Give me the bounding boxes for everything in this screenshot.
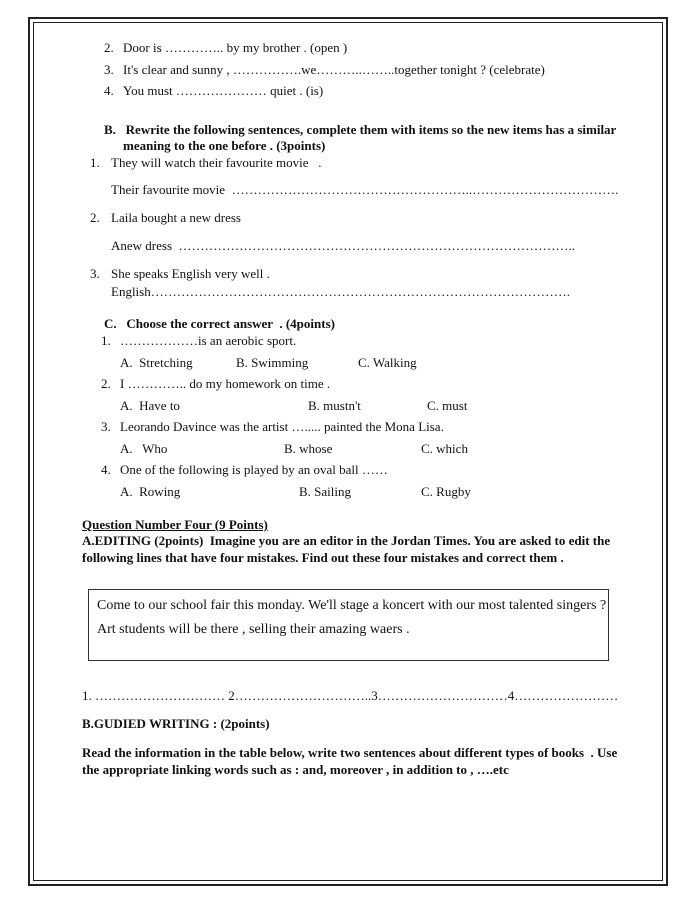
option-c: C. Walking — [358, 355, 417, 370]
section-b-heading: B. Rewrite the following sentences, complete them with items so the new items has a similar — [104, 122, 617, 137]
question-text: Leorando Davince was the artist …..... painted the Mona Lisa. — [120, 419, 444, 434]
question-number: 4. — [101, 462, 111, 477]
editing-instructions-cont: following lines that have four mistakes. Find out these four mistakes and correct them . — [82, 550, 564, 565]
editing-text-box — [88, 589, 609, 661]
editing-text-line: Come to our school fair this monday. We'll stage a koncert with our most talented singers ? — [97, 598, 607, 613]
question-text: Door is ………….. by my brother . (open ) — [123, 40, 348, 55]
question-number: 3. — [90, 266, 100, 281]
question-text: Laila bought a new dress — [111, 210, 241, 225]
question-text: ………………is an aerobic sport. — [120, 333, 297, 348]
question-number: 2. — [104, 40, 114, 55]
question-number: 1. — [101, 333, 111, 348]
question-number: 2. — [90, 210, 100, 225]
guided-writing-instructions-cont: the appropriate linking words such as : and, moreover , in addition to , ….etc — [82, 762, 509, 777]
question-number: 2. — [101, 376, 111, 391]
option-b: B. Sailing — [299, 484, 352, 499]
question-number: 3. — [101, 419, 111, 434]
question-text: She speaks English very well . — [111, 266, 270, 281]
question-text: I ………….. do my homework on time . — [120, 376, 331, 391]
question-text: You must ………………… quiet . (is) — [123, 83, 324, 98]
option-a: A. Rowing — [120, 484, 181, 499]
question-text: One of the following is played by an oval ball …… — [120, 462, 388, 477]
option-b: B. Swimming — [236, 355, 309, 370]
question-number: 4. — [104, 83, 114, 98]
guided-writing-title: B.GUDIED WRITING : (2points) — [82, 716, 270, 731]
option-c: C. must — [427, 398, 468, 413]
question-text: It's clear and sunny , …………….we………..……..together tonight ? (celebrate) — [123, 62, 545, 77]
option-c: C. which — [421, 441, 468, 456]
section-c-heading: C. Choose the correct answer . (4points) — [104, 316, 335, 331]
option-b: B. mustn't — [308, 398, 361, 413]
answer-line: English……………………………………………………………………………………. — [111, 284, 570, 299]
option-c: C. Rugby — [421, 484, 471, 499]
option-a: A. Stretching — [120, 355, 193, 370]
section-b-heading-cont: meaning to the one before . (3points) — [123, 138, 326, 153]
question-text: They will watch their favourite movie . — [111, 155, 322, 170]
guided-writing-instructions: Read the information in the table below, write two sentences about different types of books . Use — [82, 745, 618, 760]
option-a: A. Have to — [120, 398, 180, 413]
option-a: A. Who — [120, 441, 168, 456]
question-number: 3. — [104, 62, 114, 77]
answer-line: Anew dress ……………………………………………………………………………….. — [111, 238, 576, 253]
answer-line: Their favourite movie ………………………………………………..……………………………. — [111, 182, 619, 197]
editing-answer-line: 1. ………………………… 2…………………………..3…………………………4…………………… — [82, 688, 619, 703]
question-number: 1. — [90, 155, 100, 170]
editing-text-line: Art students will be there , selling their amazing waers . — [97, 622, 410, 637]
editing-instructions: A.EDITING (2points) Imagine you are an editor in the Jordan Times. You are asked to edit the — [82, 533, 611, 548]
option-b: B. whose — [284, 441, 333, 456]
question-four-title: Question Number Four (9 Points) — [82, 517, 268, 532]
